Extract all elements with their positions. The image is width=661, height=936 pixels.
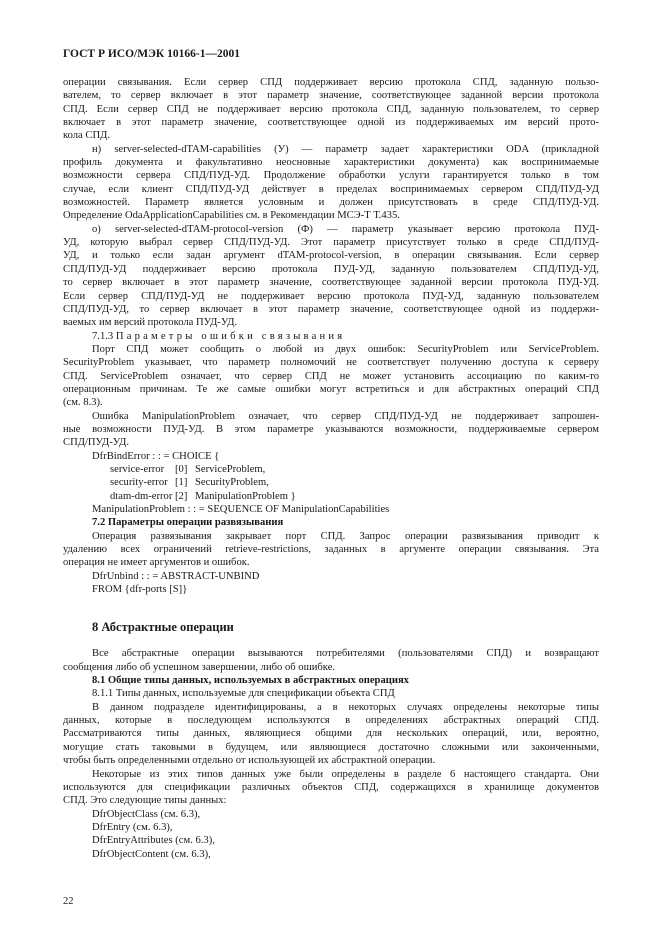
text-line	[63, 143, 599, 156]
text-line	[63, 543, 599, 556]
line-text: н) server-selected-dTAM-capabilities (У) — параметр задает характеристики ODA (прикладной	[92, 143, 599, 155]
line-text: операционным причинам. Те же самые ошибки могут встретиться и для абстрактных операций СПД	[63, 383, 599, 395]
line-text: чтобы быть определенными отдельно от использующей их абстрактной операции.	[63, 755, 436, 767]
line-text: кола СПД.	[63, 130, 110, 142]
text-line	[63, 848, 599, 861]
line-text: УД, и только если задан аргумент dTAM-protocol-version, в операции связывания. Если сервер	[63, 250, 599, 262]
text-line	[63, 821, 599, 834]
asn1-column: service-error	[110, 463, 165, 475]
asn1-column: [1]	[175, 477, 188, 489]
text-line	[63, 196, 599, 209]
text-line	[63, 103, 599, 116]
asn1-choice-line	[63, 490, 599, 503]
text-line	[63, 768, 599, 781]
text-line	[63, 674, 599, 687]
document-page	[63, 48, 599, 861]
line-text: данных, которые в последующем используются в определениях абстрактных операций СПД.	[63, 715, 599, 727]
text-line	[63, 570, 599, 583]
text-line	[63, 169, 599, 182]
line-text: DfrBindError : : = CHOICE {	[92, 450, 220, 462]
text-line	[63, 410, 599, 423]
line-text: 8.1 Общие типы данных, используемых в абстрактных операциях	[92, 675, 409, 687]
line-text: СПД. Если сервер СПД не поддерживает версию протокола СПД, заданную пользователем, то сервер	[63, 103, 599, 115]
line-text: возможностей. Параметр является условным и должен присутствовать в среде СПД/ПУД-УД.	[63, 197, 599, 209]
text-line	[63, 236, 599, 249]
text-line	[63, 583, 599, 596]
line-text: ные возможности ПУД-УД. В этом параметре указываются возможности, поддерживаемые сервером	[63, 423, 599, 435]
text-line	[63, 316, 599, 329]
asn1-column: [2]	[175, 490, 188, 502]
line-text: СПД/ПУД-УД, то сервер включает в этот параметр значение, соответствующее одной из поддержи-	[63, 303, 599, 315]
line-text: СПД. ServiceProblem означает, что сервер СПД не может установить ассоциацию по каким-то	[63, 370, 599, 382]
text-line	[63, 76, 599, 89]
line-text: DfrUnbind : : = ABSTRACT-UNBIND	[92, 570, 260, 582]
text-line	[63, 276, 599, 289]
text-line	[63, 794, 599, 807]
text-line	[63, 383, 599, 396]
document-header: ГОСТ Р ИСО/МЭК 10166-1—2001	[63, 48, 240, 60]
line-text: Если сервер СПД/ПУД-УД не поддерживает версию протокола ПУД-УД, заданную пользователем	[63, 290, 599, 302]
text-line	[63, 209, 599, 222]
text-line	[63, 687, 599, 700]
text-line	[63, 356, 599, 369]
text-line	[63, 129, 599, 142]
text-line	[63, 370, 599, 383]
text-line	[63, 754, 599, 767]
line-text: DfrObjectClass (см. 6.3),	[92, 808, 201, 820]
page-number: 22	[63, 896, 74, 907]
text-line	[63, 503, 599, 516]
line-text: СПД/ПУД-УД.	[63, 437, 130, 449]
text-line	[63, 263, 599, 276]
asn1-column: security-error	[110, 477, 168, 489]
line-text: могущие стать таковыми в будущем, или являющиеся достаточно сложными или законченными,	[63, 741, 599, 753]
line-text: DfrEntry (см. 6.3),	[92, 821, 173, 833]
line-text: Порт СПД может сообщить о любой из двух ошибок: SecurityProblem или ServiceProblem.	[92, 343, 599, 355]
text-line	[63, 834, 599, 847]
text-line	[63, 183, 599, 196]
line-text: профиль документа и факультативно неосновные характеристики документа) как воспринимаемые	[63, 157, 599, 169]
line-text: удалению всех ограничений retrieve-restrictions, заданных в аргументе операции связывания. Эта	[63, 544, 599, 556]
text-line	[63, 303, 599, 316]
line-text: используются для спецификации различных объектов СПД, содержащихся в хранилище документов	[63, 781, 599, 793]
text-line	[63, 647, 599, 660]
line-text: 7.1.3	[92, 330, 116, 342]
asn1-column: ServiceProblem,	[195, 463, 266, 475]
text-line	[63, 223, 599, 236]
text-line	[63, 808, 599, 821]
text-line	[63, 727, 599, 740]
text-line	[63, 436, 599, 449]
text-line	[63, 423, 599, 436]
line-text: о) server-selected-dTAM-protocol-version (Ф) — параметр указывает версию протокола ПУД-	[92, 223, 599, 235]
line-text: операции связывания. Если сервер СПД поддерживает версию протокола СПД, заданную пользо-	[63, 77, 599, 88]
line-text: вателем, то сервер включает в этот параметр значение, соответствующее заданной версии протокола	[63, 90, 599, 102]
section-heading: 8 Абстрактные операции	[92, 620, 234, 635]
document-body	[63, 76, 599, 861]
text-line	[63, 396, 599, 409]
line-text: случае, если клиент СПД/ПУД-УД действует в пределах воспринимаемых сервером СПД/ПУД-УД	[63, 183, 599, 195]
line-text: СПД/ПУД-УД поддерживает версию протокола ПУД-УД, заданную пользователем СПД/ПУД-УД,	[63, 263, 599, 275]
text-line	[63, 714, 599, 727]
line-text: В данном подразделе идентифицированы, а в некоторых случаях определены некоторые типы	[92, 701, 599, 713]
text-line	[63, 701, 599, 714]
text-line	[63, 556, 599, 569]
text-line	[63, 741, 599, 754]
asn1-column: [0]	[175, 463, 188, 475]
text-line	[63, 343, 599, 356]
line-text: ManipulationProblem : : = SEQUENCE OF ManipulationCapabilities	[92, 504, 390, 515]
line-text: Определение OdaApplicationCapabilities см. в Рекомендации МСЭ-Т Т.435.	[63, 210, 400, 222]
line-text: ваемых им версий протокола ПУД-УД.	[63, 317, 238, 329]
line-text: 8.1.1 Типы данных, используемые для спецификации объекта СПД	[92, 688, 395, 700]
line-text: СПД. Это следующие типы данных:	[63, 795, 227, 807]
text-line	[63, 781, 599, 794]
text-line	[63, 156, 599, 169]
asn1-column: ManipulationProblem }	[195, 490, 296, 502]
text-line	[63, 530, 599, 543]
line-text: УД, которую выбрал сервер СПД/ПУД-УД. Этот параметр присутствует только в среде СПД/ПУД-	[63, 237, 599, 249]
asn1-column: SecurityProblem,	[195, 477, 269, 489]
text-line	[63, 516, 599, 529]
text-line	[63, 89, 599, 102]
line-text: Все абстрактные операции вызываются потребителями (пользователями СПД) и возвращают	[92, 648, 599, 660]
asn1-column: dtam-dm-error	[110, 490, 173, 502]
line-text: SecurityProblem указывает, что параметр полномочий не соответствует получению доступа к серверу	[63, 357, 599, 369]
text-line	[63, 290, 599, 303]
line-text: DfrObjectContent (см. 6.3),	[92, 848, 211, 860]
line-text: сообщения либо об успешном завершении, либо об ошибке.	[63, 661, 336, 673]
line-text: Рассматриваются типы данных, являющиеся общими для нескольких операций, или, вероятно,	[63, 728, 599, 740]
line-text: Операция развязывания закрывает порт СПД. Запрос операции развязывания приводит к	[92, 530, 599, 542]
text-line	[63, 450, 599, 463]
text-line	[63, 249, 599, 262]
line-text: DfrEntryAttributes (см. 6.3),	[92, 835, 215, 847]
text-line	[63, 330, 599, 343]
line-text: операция не имеет аргументов и ошибок.	[63, 557, 250, 569]
spaced-subheading: Параметры ошибки связывания	[115, 330, 346, 342]
text-line	[63, 661, 599, 674]
line-text: Ошибка ManipulationProblem означает, что сервер СПД/ПУД-УД не поддерживает запрошен-	[92, 410, 599, 422]
line-text: (см. 8.3).	[63, 397, 103, 409]
line-text: включает в этот параметр значение, соответствующее одной из поддерживаемых им версий прото-	[63, 117, 599, 129]
line-text: Некоторые из этих типов данных уже были определены в разделе 6 настоящего стандарта. Они	[92, 768, 599, 780]
line-text: то сервер включает в этот параметр значение, соответствующее заданной версии протокола ПУД-УД.	[63, 277, 599, 289]
line-text: FROM {dfr-ports [S]}	[92, 584, 188, 596]
text-line	[63, 116, 599, 129]
line-text: 7.2 Параметры операции развязывания	[92, 517, 284, 529]
asn1-choice-line	[63, 463, 599, 476]
asn1-choice-line	[63, 476, 599, 489]
line-text: возможности сервера СПД/ПУД-УД. Продолжение обработки услуги гарантируется только в том	[63, 170, 599, 182]
